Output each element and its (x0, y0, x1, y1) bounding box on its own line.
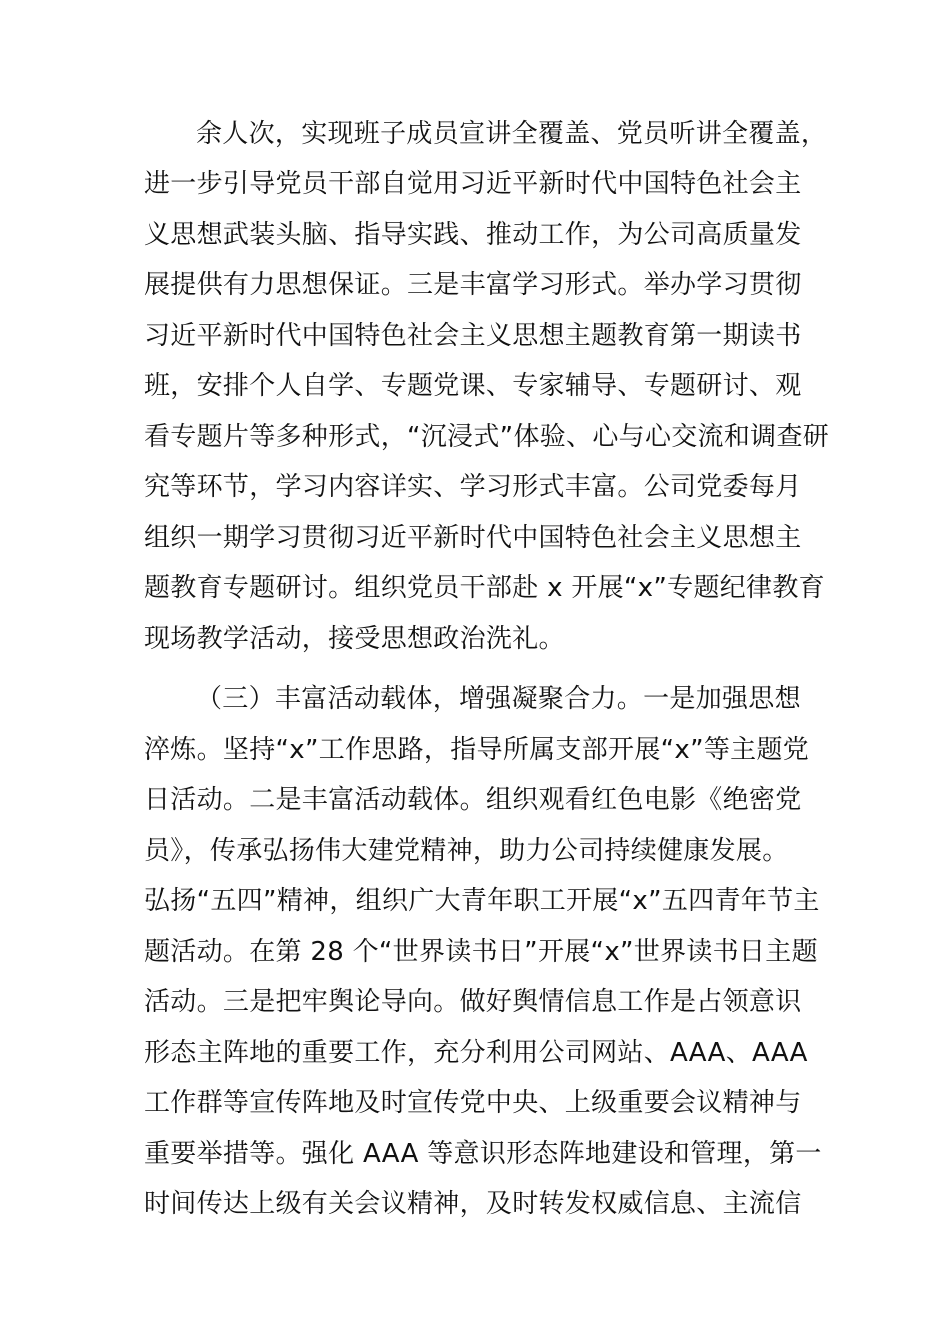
text-line: 题教育专题研讨。组织党员干部赴 x 开展“x”专题纪律教育 (144, 573, 825, 603)
text-line: 时间传达上级有关会议精神，及时转发权威信息、主流信 (144, 1189, 802, 1219)
text-line: 重要举措等。强化 AAA 等意识形态阵地建设和管理，第一 (144, 1139, 822, 1169)
text-line: 究等环节，学习内容详实、学习形式丰富。公司党委每月 (144, 472, 802, 502)
text-line: 形态主阵地的重要工作，充分利用公司网站、AAA、AAA (144, 1038, 808, 1068)
text-line: 展提供有力思想保证。三是丰富学习形式。举办学习贯彻 (144, 270, 802, 300)
text-line: 活动。三是把牢舆论导向。做好舆情信息工作是占领意识 (144, 987, 802, 1017)
text-line: 班，安排个人自学、专题党课、专家辅导、专题研讨、观 (144, 371, 802, 401)
text-line: 看专题片等多种形式，“沉浸式”体验、心与心交流和调查研 (144, 422, 830, 452)
section-heading-line: （三）丰富活动载体，增强凝聚合力。一是加强思想 (196, 684, 801, 714)
text-line: 工作群等宣传阵地及时宣传党中央、上级重要会议精神与 (144, 1088, 802, 1118)
text-line: 弘扬“五四”精神，组织广大青年职工开展“x”五四青年节主 (144, 886, 820, 916)
text-line: 习近平新时代中国特色社会主义思想主题教育第一期读书 (144, 321, 802, 351)
text-line: 进一步引导党员干部自觉用习近平新时代中国特色社会主 (144, 169, 802, 199)
text-line: 余人次，实现班子成员宣讲全覆盖、党员听讲全覆盖， (196, 119, 828, 149)
text-line: 员》，传承弘扬伟大建党精神，助力公司持续健康发展。 (144, 836, 789, 866)
text-line: 题活动。在第 28 个“世界读书日”开展“x”世界读书日主题 (144, 937, 818, 967)
text-line: 日活动。二是丰富活动载体。组织观看红色电影《绝密党 (144, 785, 802, 815)
text-line: 淬炼。坚持“x”工作思路，指导所属支部开展“x”等主题党 (144, 735, 810, 765)
text-line: 组织一期学习贯彻习近平新时代中国特色社会主义思想主 (144, 523, 802, 553)
text-line: 义思想武装头脑、指导实践、推动工作，为公司高质量发 (144, 220, 802, 250)
text-line: 现场教学活动，接受思想政治洗礼。 (144, 624, 565, 654)
